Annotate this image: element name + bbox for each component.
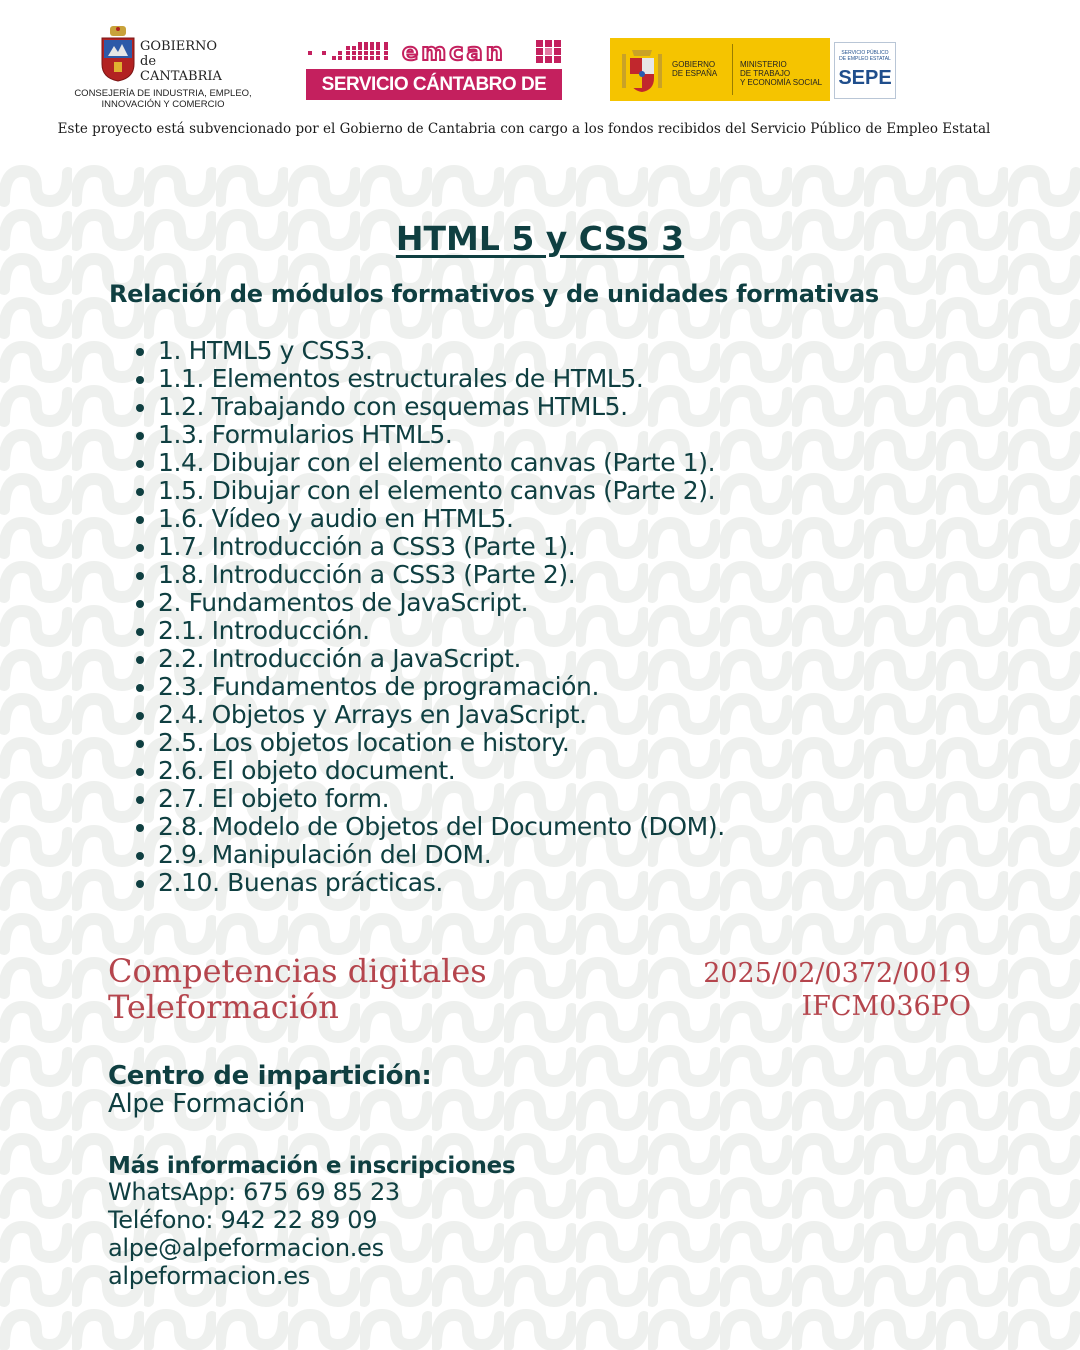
subsidy-notice: Este proyecto está subvencionado por el Gobierno de Cantabria con cargo a los fondos recibidos del Servicio Público de Empleo Estatal <box>57 121 991 137</box>
course-name-line: Competencias digitales <box>108 952 487 990</box>
emcan-wordmark: emcan <box>402 38 506 66</box>
ministerio-text: MINISTERIO DE TRABAJO Y ECONOMÍA SOCIAL <box>740 60 823 87</box>
list-item: • 2.5. Los objetos location e history. <box>158 729 725 757</box>
course-title: HTML 5 y CSS 3 <box>395 219 685 258</box>
list-item: • 2.10. Buenas prácticas. <box>158 869 725 897</box>
list-item: • 2.8. Modelo de Objetos del Documento (DOM). <box>158 813 725 841</box>
course-code: IFCM036PO <box>801 991 971 1022</box>
cantabria-department: CONSEJERÍA DE INDUSTRIA, EMPLEO, INNOVACIÓN Y COMERCIO <box>74 88 252 110</box>
course-codes <box>703 957 971 1023</box>
list-item: • 1.7. Introducción a CSS3 (Parte 1). <box>158 533 725 561</box>
gobierno-espana-text: GOBIERNO DE ESPAÑA <box>672 60 718 78</box>
gobierno-cantabria-logo <box>68 20 258 112</box>
list-item: • 1.6. Vídeo y audio en HTML5. <box>158 505 725 533</box>
course-file-number: 2025/02/0372/0019 <box>703 958 971 989</box>
course-modality: Teleformación <box>108 988 339 1026</box>
list-item: • 1.2. Trabajando con esquemas HTML5. <box>158 393 725 421</box>
list-item: • 2.4. Objetos y Arrays en JavaScript. <box>158 701 725 729</box>
spain-coat-of-arms-icon <box>618 44 666 96</box>
list-item: • 2.7. El objeto form. <box>158 785 725 813</box>
header <box>0 0 1080 150</box>
whatsapp-line: WhatsApp: 675 69 85 23 <box>108 1178 400 1206</box>
info-heading: Más información e inscripciones <box>108 1153 516 1179</box>
emcan-banner: SERVICIO CÁNTABRO DE EMPLEO <box>306 69 562 100</box>
list-item: • 2.6. El objeto document. <box>158 757 725 785</box>
list-item: • 2. Fundamentos de JavaScript. <box>158 589 725 617</box>
sepe-logo <box>834 42 896 99</box>
sepe-caption: SERVICIO PÚBLICO DE EMPLEO ESTATAL <box>839 50 891 62</box>
emcan-dots-icon <box>306 42 398 64</box>
website-link[interactable]: alpeformacion.es <box>108 1262 310 1290</box>
divider <box>732 44 733 95</box>
list-item: • 1.5. Dibujar con el elemento canvas (Parte 2). <box>158 477 725 505</box>
list-item: • 1.3. Formularios HTML5. <box>158 421 725 449</box>
list-item: • 1.1. Elementos estructurales de HTML5. <box>158 365 725 393</box>
list-item: • 2.1. Introducción. <box>158 617 725 645</box>
list-item: • 1.4. Dibujar con el elemento canvas (Parte 1). <box>158 449 725 477</box>
cantabria-shield-icon <box>100 26 136 82</box>
sepe-wordmark: SEPE <box>838 67 892 89</box>
cantabria-wordmark: GOBIERNO de CANTABRIA <box>140 39 222 84</box>
content-area <box>0 165 1080 1350</box>
emcan-grid-icon <box>536 40 562 64</box>
list-item: • 2.3. Fundamentos de programación. <box>158 673 725 701</box>
list-item: • 1. HTML5 y CSS3. <box>158 337 725 365</box>
modules-heading: Relación de módulos formativos y de unidades formativas <box>109 280 879 308</box>
phone-line: Teléfono: 942 22 89 09 <box>108 1206 378 1234</box>
list-item: • 1.8. Introducción a CSS3 (Parte 2). <box>158 561 725 589</box>
list-item: • 2.2. Introducción a JavaScript. <box>158 645 725 673</box>
modules-list <box>130 337 725 897</box>
center-name: Alpe Formación <box>108 1089 305 1119</box>
email-link[interactable]: alpe@alpeformacion.es <box>108 1234 384 1262</box>
emcan-logo <box>306 38 564 126</box>
center-label: Centro de impartición: <box>108 1061 432 1091</box>
list-item: • 2.9. Manipulación del DOM. <box>158 841 725 869</box>
course-name <box>108 953 487 1025</box>
contact-info <box>108 1178 400 1290</box>
gobierno-espana-logo <box>610 38 830 101</box>
